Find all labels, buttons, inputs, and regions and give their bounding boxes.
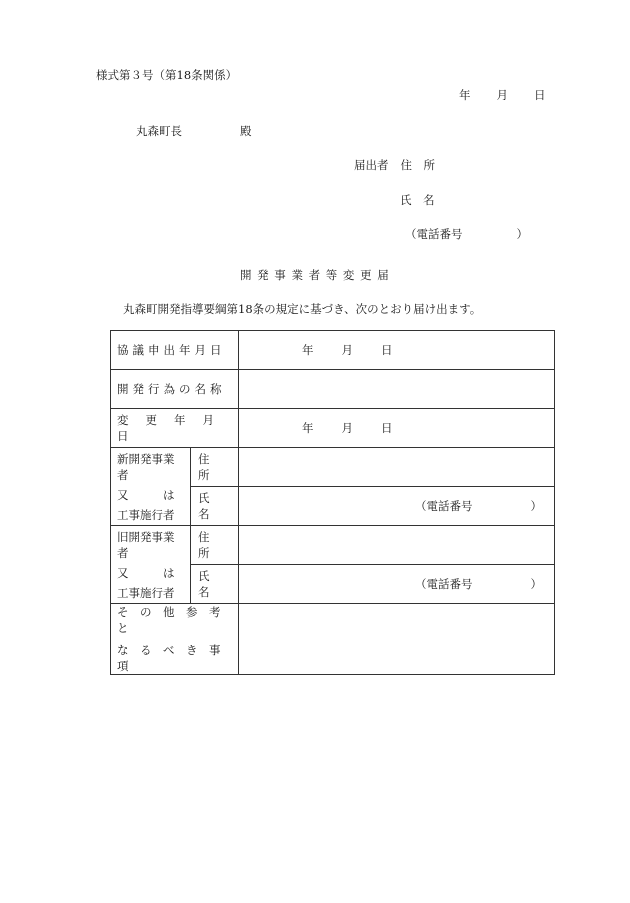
recipient-name: 丸森町長 bbox=[136, 124, 182, 138]
applicant-name-label: 氏 名 bbox=[400, 193, 435, 207]
other-notes-label: そ の 他 参 考 と な る べ き 事 項 bbox=[117, 605, 232, 673]
new-party-address-value[interactable] bbox=[239, 448, 555, 487]
old-party-name-value[interactable]: （電話番号 ） bbox=[239, 565, 555, 604]
intro-text: 丸森町開発指導要綱第18条の規定に基づき、次のとおり届け出ます。 bbox=[123, 302, 482, 316]
recipient-honorific: 殿 bbox=[240, 124, 252, 138]
applicant-address-line bbox=[354, 157, 435, 173]
other-notes-label-cell bbox=[111, 604, 239, 675]
date-month-label: 月 bbox=[496, 88, 508, 102]
new-party-name-label: 氏 名 bbox=[191, 487, 239, 526]
new-party-label: 新開発事業者 又 は 工事施行者 bbox=[117, 451, 175, 522]
old-party-label-cell bbox=[111, 526, 191, 604]
new-party-label-cell bbox=[111, 448, 191, 526]
row-consult-date bbox=[111, 331, 555, 370]
document-title: 開 発 事 業 者 等 変 更 届 bbox=[240, 268, 390, 282]
consult-date-value[interactable]: 年 月 日 bbox=[239, 331, 555, 370]
date-header bbox=[459, 87, 546, 103]
old-party-name-label: 氏 名 bbox=[191, 565, 239, 604]
new-party-name-value[interactable]: （電話番号 ） bbox=[239, 487, 555, 526]
new-party-address-label: 住 所 bbox=[191, 448, 239, 487]
dev-act-name-label-cell bbox=[111, 370, 239, 409]
row-other-notes bbox=[111, 604, 555, 675]
change-date-label-cell bbox=[111, 409, 239, 448]
form-table bbox=[110, 330, 555, 675]
row-dev-act-name bbox=[111, 370, 555, 409]
applicant-phone-line bbox=[405, 226, 528, 242]
applicant-phone-close: ） bbox=[516, 227, 528, 241]
dev-act-name-value[interactable] bbox=[239, 370, 555, 409]
old-party-address-label: 住 所 bbox=[191, 526, 239, 565]
row-old-party-address bbox=[111, 526, 555, 565]
consult-date-label-cell bbox=[111, 331, 239, 370]
change-date-label: 変更年月日 bbox=[117, 413, 231, 443]
change-date-value[interactable]: 年 月 日 bbox=[239, 409, 555, 448]
consult-date-label: 協議申出年月日 bbox=[117, 343, 226, 357]
old-party-address-value[interactable] bbox=[239, 526, 555, 565]
other-notes-value[interactable] bbox=[239, 604, 555, 675]
date-day-label: 日 bbox=[534, 88, 546, 102]
date-year-label: 年 bbox=[459, 88, 471, 102]
row-new-party-address bbox=[111, 448, 555, 487]
row-change-date bbox=[111, 409, 555, 448]
applicant-address-label: 住 所 bbox=[400, 158, 435, 172]
recipient bbox=[136, 123, 252, 139]
dev-act-name-label: 開発行為の名称 bbox=[117, 382, 226, 396]
form-code: 様式第３号（第18条関係） bbox=[96, 68, 238, 82]
old-party-label: 旧開発事業者 又 は 工事施行者 bbox=[117, 529, 175, 600]
applicant-phone-open: （電話番号 bbox=[405, 227, 463, 241]
applicant-label: 届出者 bbox=[354, 158, 389, 172]
